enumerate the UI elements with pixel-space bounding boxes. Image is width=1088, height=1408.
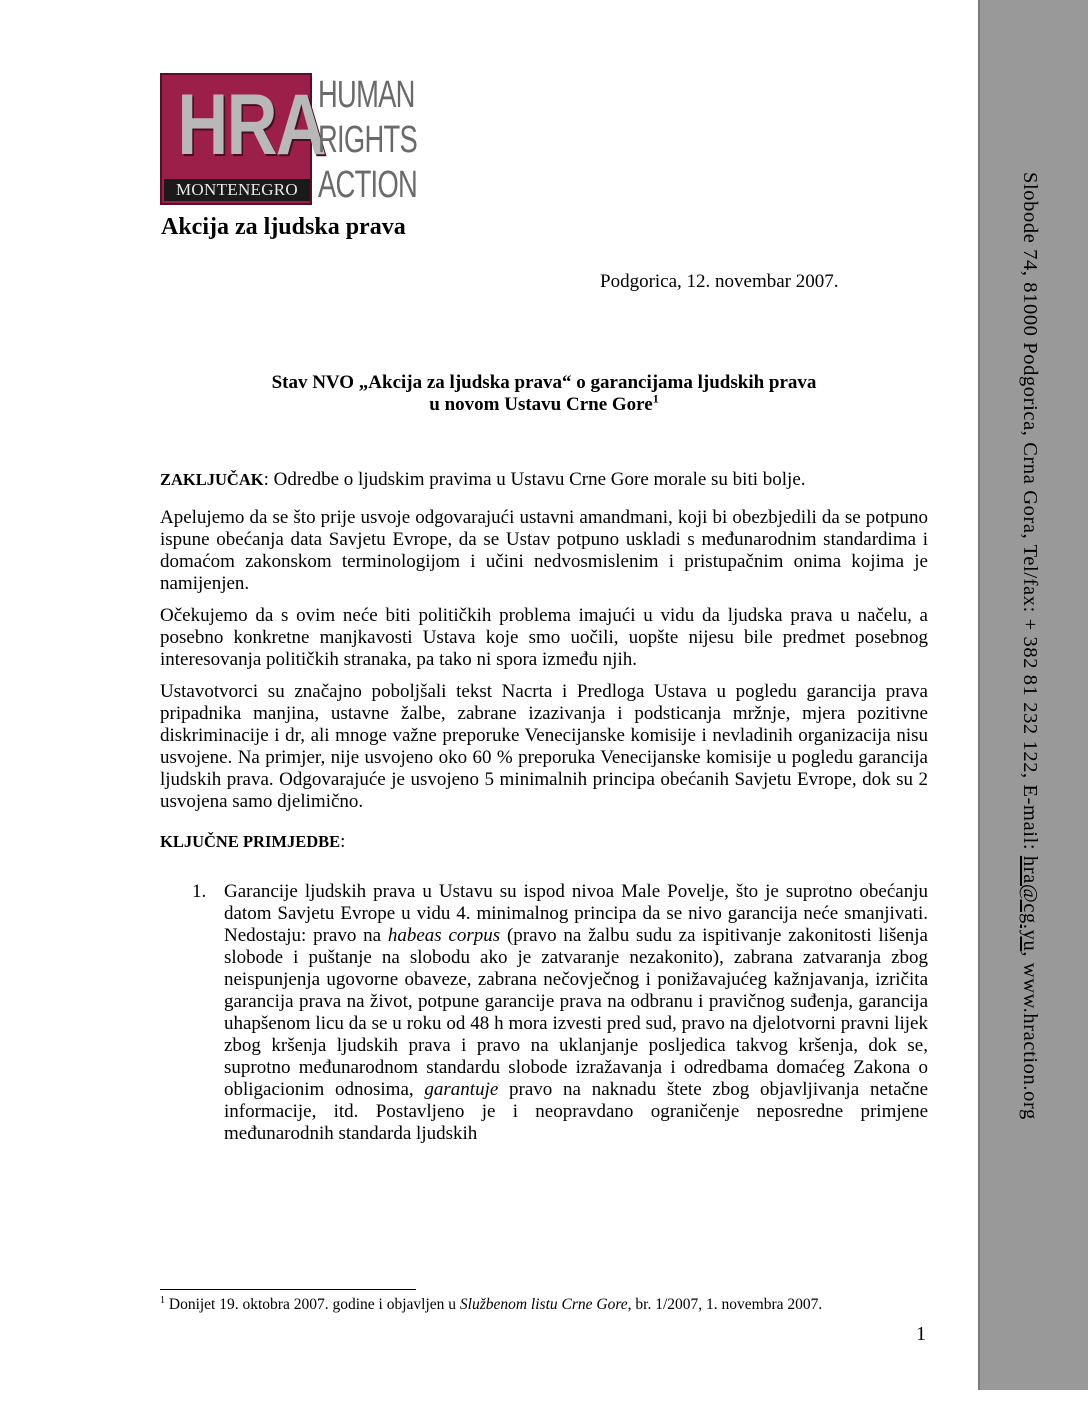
item-italic-habeas: habeas corpus [387,925,501,946]
title-line-2-text: u novom Ustavu Crne Gore [429,394,653,415]
item-text-part: Garancije ljudskih prava u Ustavu su ispod nivoa Male Povelje, što je suprotno obećanju datom Savjetu Evrope u vidu 4. minimalnog principa da se nivo garancija neće smanjivati. Nedostaju: pravo na [224,881,928,946]
footnote-text: Donijet 19. oktobra 2007. godine i objavljen u [165,1296,460,1313]
list-item-number: 1. [192,881,207,902]
logo-letters: HRA [177,77,326,173]
document-body [160,469,928,1145]
remarks-heading [160,831,928,853]
footnote-italic: Službenom listu Crne Gore [459,1296,628,1313]
item-text-part: (pravo na žalbu sudu za ispitivanje zakonitosti lišenja slobode i puštanje na slobodu ako je zatvaranje nezakonito), zabrana zatvaranja zbog neispunjenja ugovorne obaveze, zabrana nečovječnog i ponižavajućeg kažnjavanja, izričita garancija prava na život, potpune garancije prava na odbranu i pravičnog suđenja, garancija uhapšenom licu da se u roku od 48 h mora izvesti pred sud, pravo na djelotvorni pravni lijek zbog kršenja ljudskih prava i pravo na uklanjanje posljedica takvog kršenja, dok se, suprotno međunarodnom standardu slobode izražavanja i odredbama domaćeg Zakona o obligacionim odnosima, [224,925,928,1100]
document-date: Podgorica, 12. novembar 2007. [600,271,839,292]
logo-words [318,73,417,208]
item-text-part: pravo na naknadu štete zbog objavljivanja netačne informacije, itd. Postavljeno je i neopravdano ograničenje neposredne primjene međunarodnih standarda ljudskih [224,1079,928,1144]
hra-logo [160,73,418,208]
paragraph: Očekujemo da s ovim neće biti političkih problema imajući u vidu da ljudska prava u načelu, a posebno konkretne manjkavosti Ustava koje smo uočili, uopšte nijesu bile predmet posebnog interesovanja političkih stranaka, pa tako ni spora između njih. [160,605,928,670]
page-number: 1 [916,1323,926,1345]
footnote-ref[interactable]: 1 [652,391,659,406]
contact-email-link[interactable]: hra@cg.yu [1019,855,1041,952]
contact-address: Slobode 74, 81000 Podgorica, Crna Gora, Tel/fax: + 382 81 232 122, E-mail: [1019,172,1041,856]
footnote-divider [160,1289,416,1290]
list-item-text [224,881,928,1145]
conclusion-text: : Odredbe o ljudskim pravima u Ustavu Crne Gore morale su biti bolje. [263,469,806,490]
logo-word-rights: RIGHTS [318,119,418,161]
conclusion-label: ZAKLJUČAK [160,470,264,489]
logo-strip: MONTENEGRO [164,179,310,201]
list-item [160,881,928,1145]
paragraph: Ustavotvorci su značajno poboljšali tekst Nacrta i Predloga Ustava u pogledu garancija prava pripadnika manjina, ustavne žalbe, zabrane izazivanja i podsticanja mržnje, mjera pozitivne diskriminacije i dr, ali mnoge važne preporuke Venecijanske komisije i nevladinih organizacija nisu usvojene. Na primjer, nije usvojeno oko 60 % preporuka Venecijanske komisije u pogledu garancija ljudskih prava. Odgovarajuće je usvojeno 5 minimalnih principa obećanih Savjetu Evrope, dok su 2 usvojena samo djelimično. [160,681,928,812]
document-title [160,372,928,416]
contact-web: , www.hraction.org [1019,951,1041,1120]
footnote-text-end: , br. 1/2007, 1. novembra 2007. [627,1296,823,1313]
logo-word-human: HUMAN [318,74,415,116]
item-italic-garantuje: garantuje [424,1079,499,1100]
footnote-mark: 1 [160,1294,165,1306]
remarks-heading-colon: : [340,831,346,852]
paragraph: Apelujemo da se što prije usvoje odgovarajući ustavni amandmani, koji bi obezbjedili da se potpuno ispune obećanja data Savjetu Evrope, da se Ustav potpuno uskladi s međunarodnim standardima i domaćom zakonskom terminologijom i učini nedvosmislenim i pristupačnim onima kojima je namijenjen. [160,507,928,594]
title-line-1: Stav NVO „Akcija za ljudska prava“ o garancijama ljudskih prava [271,372,817,393]
conclusion [160,469,928,491]
footnote [160,1296,822,1314]
logo-box [160,73,326,205]
remarks-heading-label: KLJUČNE PRIMJEDBE [160,832,341,851]
contact-info [1018,172,1041,1120]
logo-word-action: ACTION [318,164,418,206]
title-line-2 [160,391,928,416]
org-name: Akcija za ljudska prava [161,214,406,240]
